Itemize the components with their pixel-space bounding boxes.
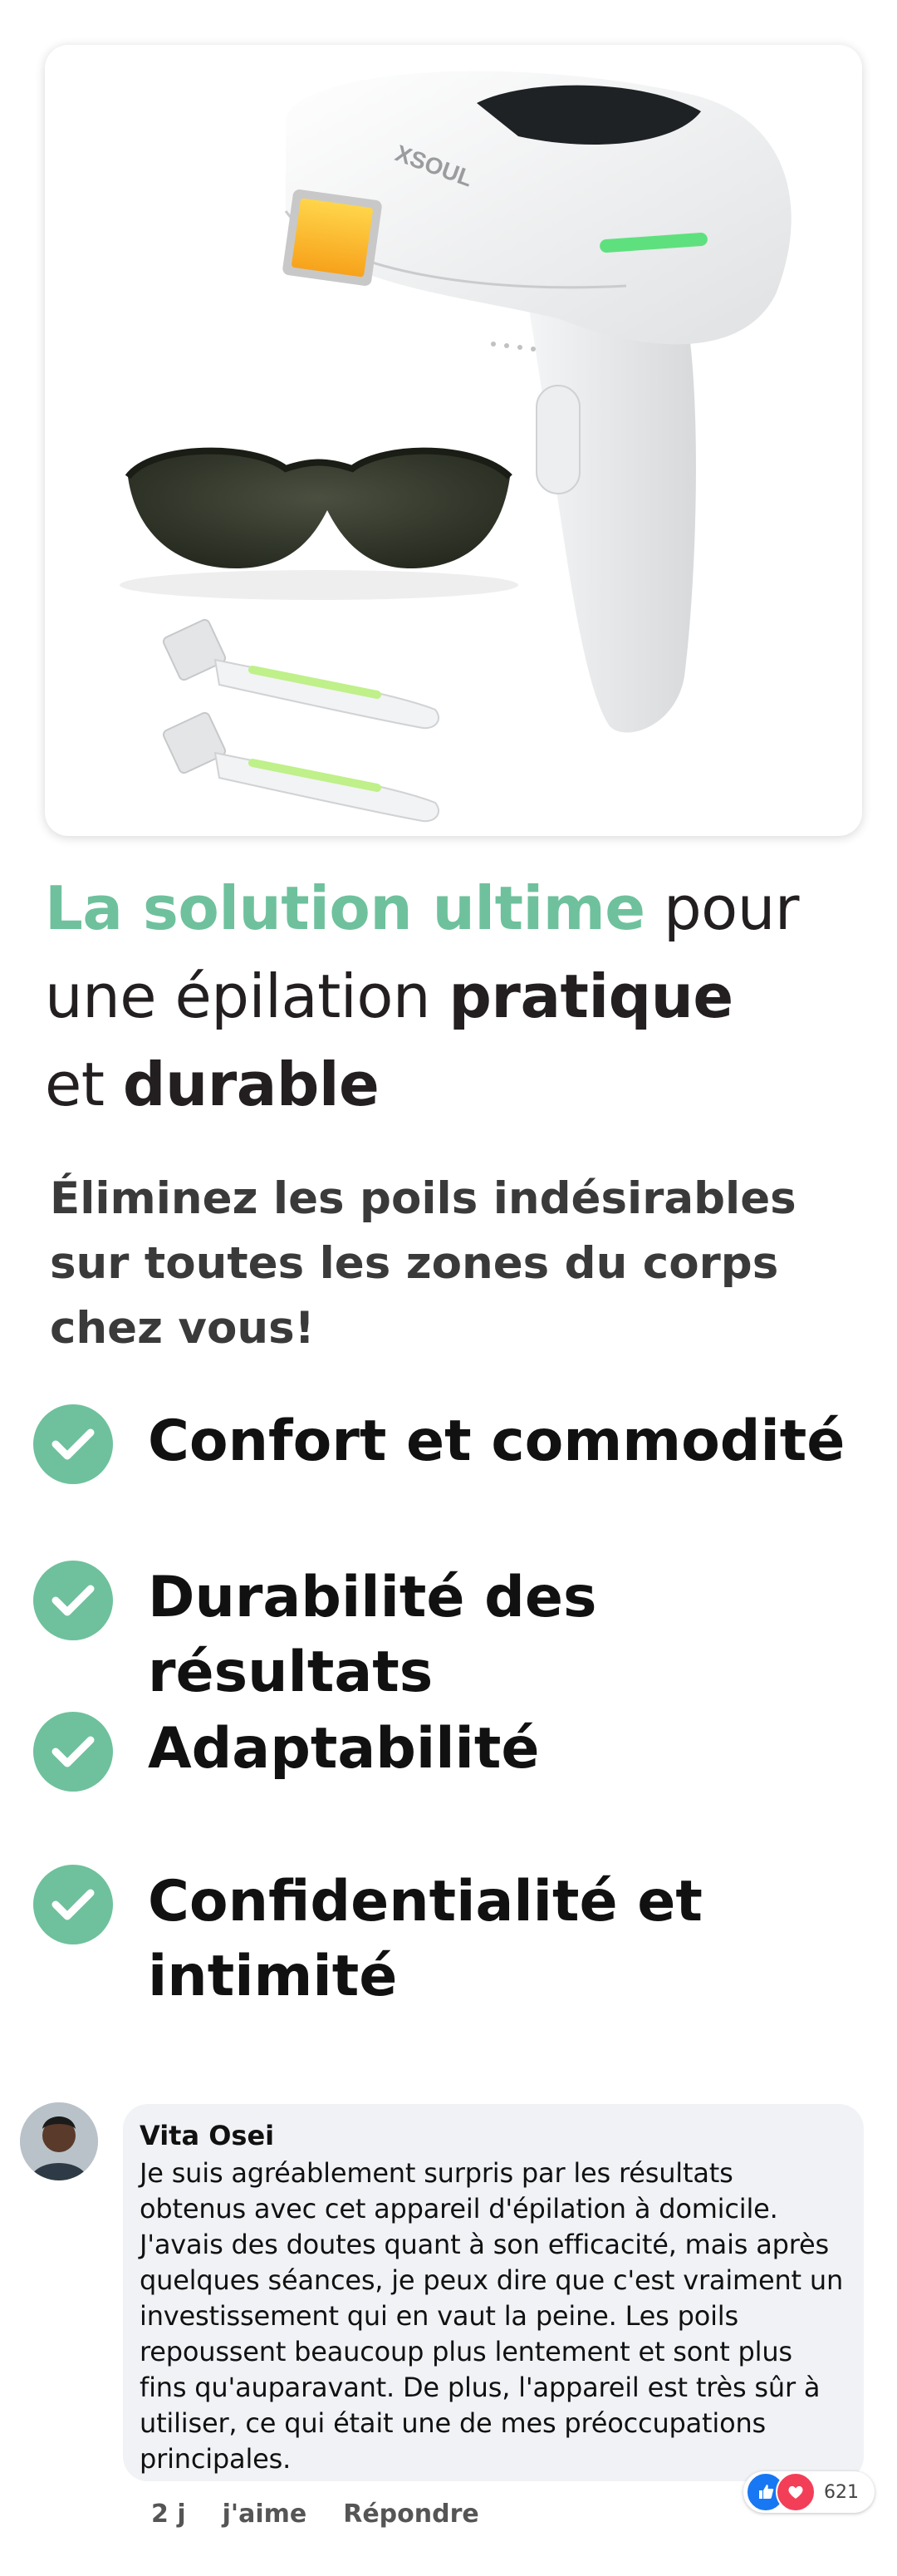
comment-actions (151, 2500, 516, 2529)
reaction-count: 621 (824, 2481, 859, 2503)
comment-text: Je suis agréablement surpris par les résultats obtenus avec cet appareil d'épilation à domicile. J'avais des doutes quant à son efficacité, mais après quelques séances, je peux dire que c'est vraiment un investissement qui en vaut la peine. Les poils repoussent beaucoup plus lentement et sont plus fins qu'auparavant. De plus, l'appareil est très sûr à utiliser, ce qui était une de mes préoccupations principales. (140, 2157, 844, 2475)
subheadline: Éliminez les poils indésirables sur toutes les zones du corps chez vous! (50, 1173, 797, 1354)
reactions-badge[interactable] (743, 2471, 875, 2513)
love-reaction-icon (776, 2472, 816, 2512)
check-circle-icon (33, 1865, 113, 1944)
feature-item (33, 1865, 862, 2014)
check-circle-icon (33, 1712, 113, 1792)
feature-label: Confort et commodité (148, 1408, 846, 1474)
comment-author[interactable]: Vita Osei (140, 2120, 275, 2151)
ipl-device-illustration (45, 45, 862, 836)
reply-link[interactable]: Répondre (343, 2500, 479, 2529)
comment-bubble (123, 2104, 864, 2481)
headline-part3: et (45, 1050, 105, 1119)
comment-timestamp[interactable]: 2 j (151, 2500, 186, 2529)
headline-bold2: durable (122, 1050, 380, 1119)
like-link[interactable]: j'aime (222, 2500, 307, 2529)
check-circle-icon (33, 1404, 113, 1484)
headline (45, 864, 859, 1128)
feature-item (33, 1561, 862, 1710)
avatar[interactable] (20, 2102, 98, 2180)
feature-label: Durabilité des résultats (148, 1565, 597, 1705)
feature-item (33, 1712, 862, 1792)
feature-label: Adaptabilité (148, 1716, 540, 1782)
check-circle-icon (33, 1561, 113, 1640)
user-avatar-icon (20, 2102, 98, 2180)
headline-accent: La solution ultime (45, 873, 645, 943)
feature-item (33, 1404, 862, 1484)
svg-text:XSOUL: XSOUL (391, 140, 477, 192)
headline-part1: pour (663, 873, 799, 943)
feature-label: Confidentialité et intimité (148, 1869, 703, 2009)
product-image-card (45, 45, 862, 836)
headline-part2: une épilation (45, 961, 430, 1031)
headline-bold1: pratique (448, 961, 733, 1031)
